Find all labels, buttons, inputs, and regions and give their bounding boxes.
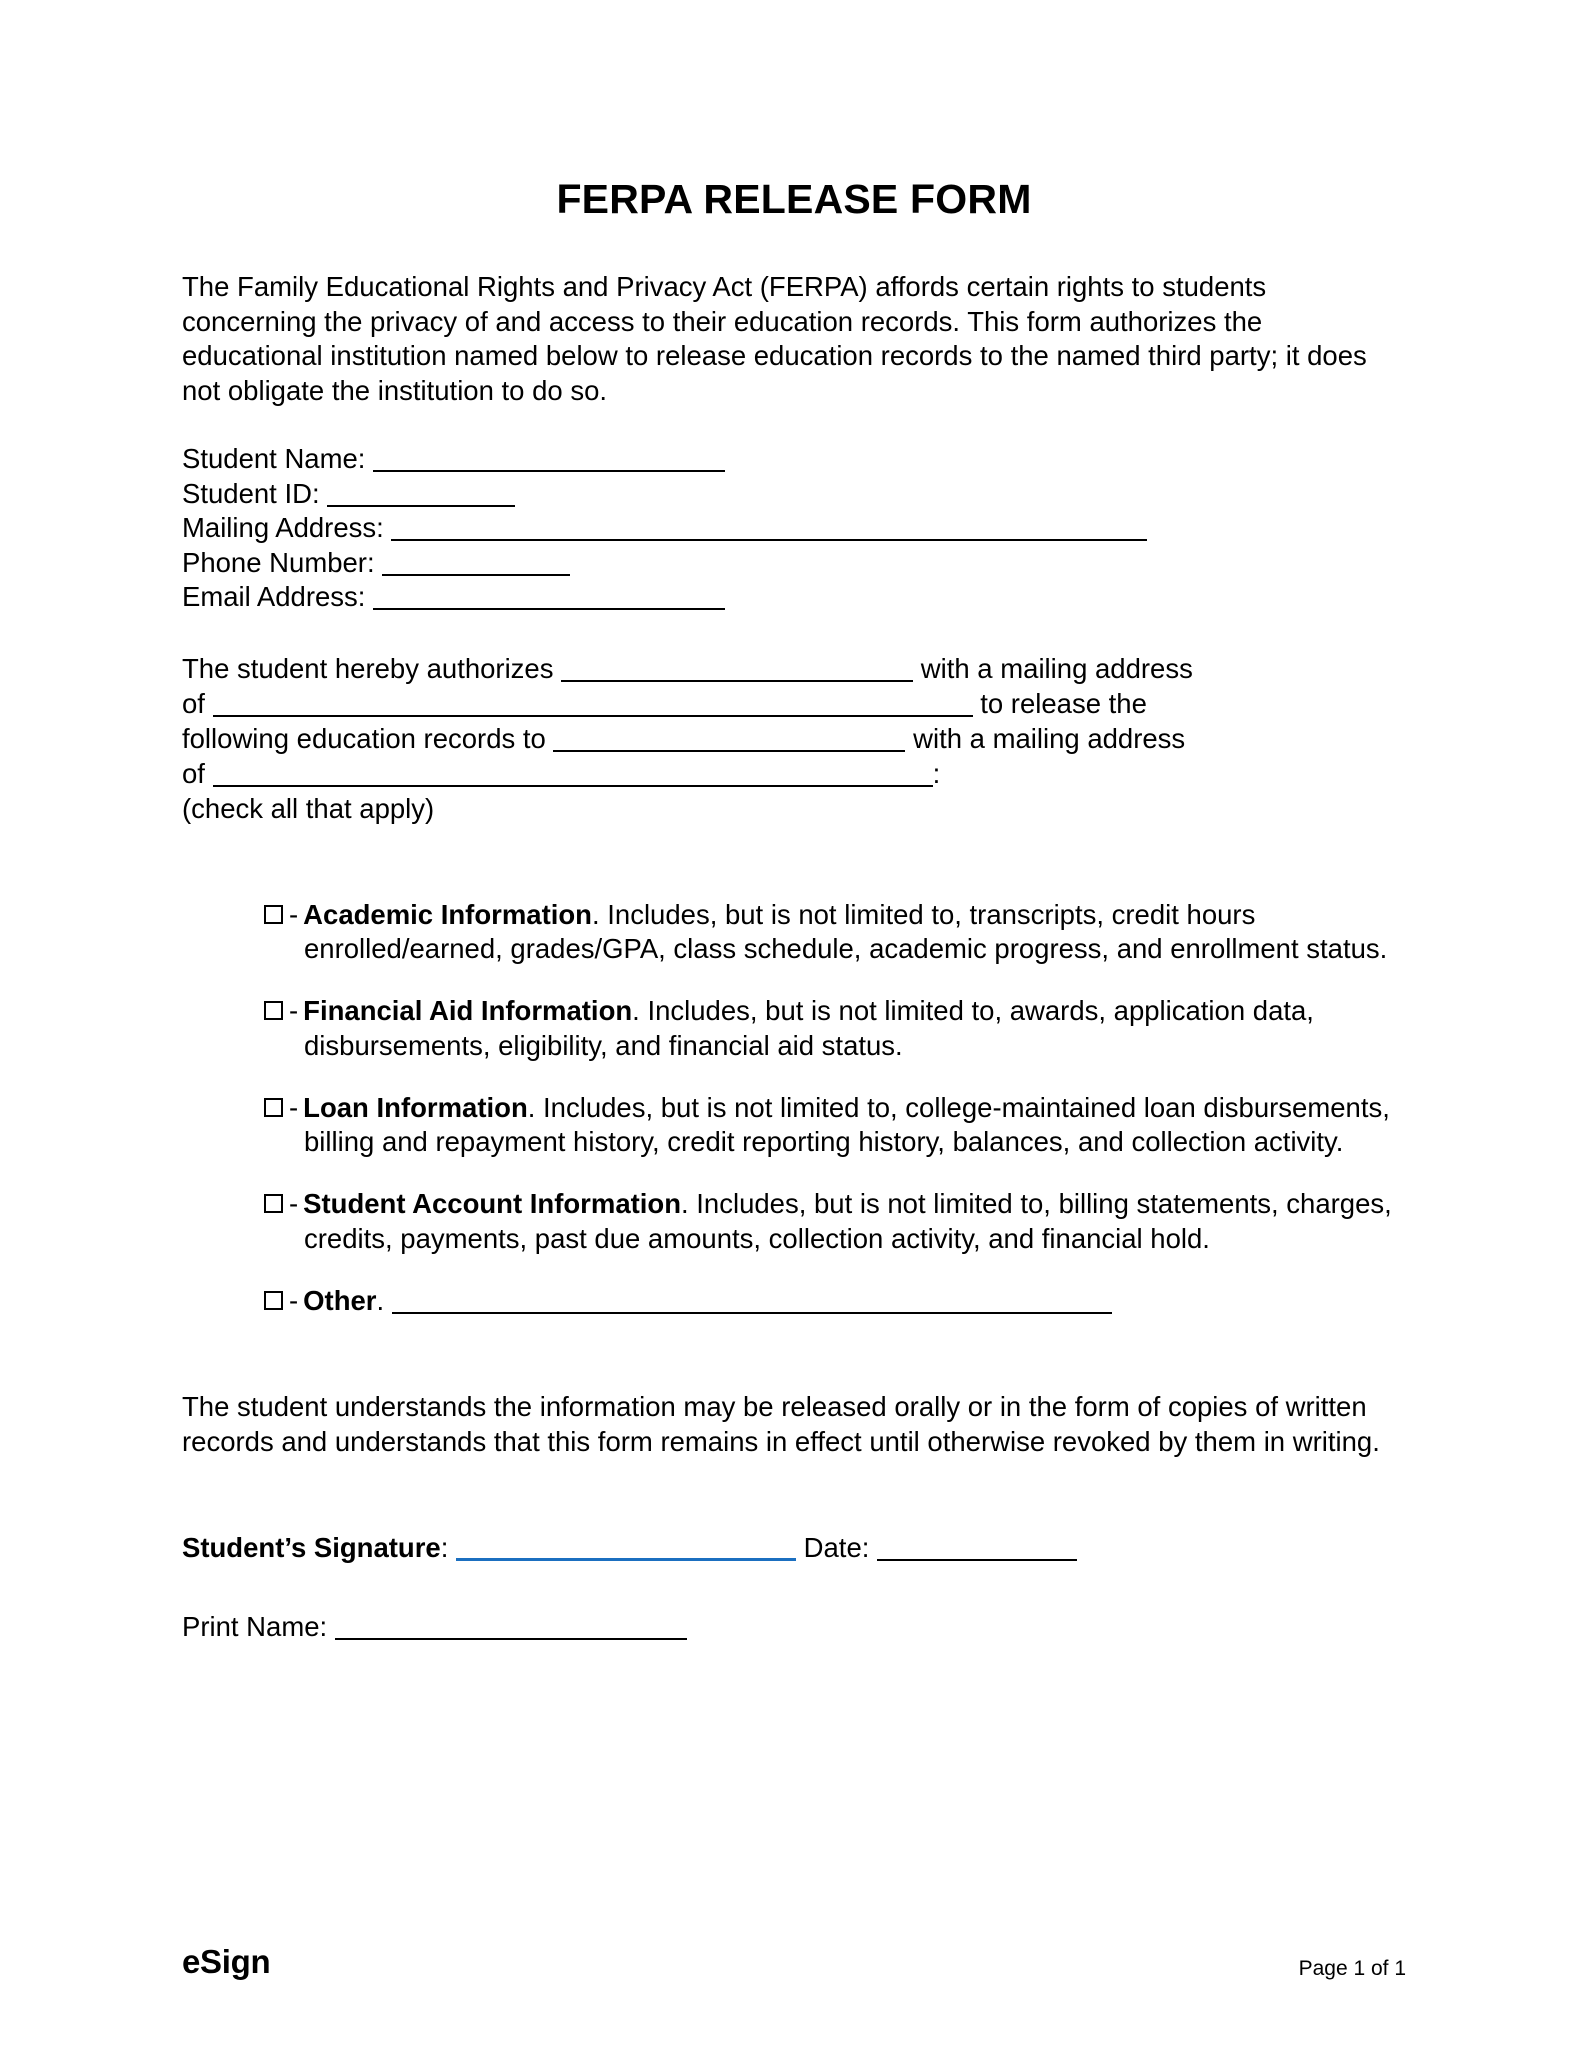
field-row-student-name [182, 442, 1406, 477]
signature-label: Student’s Signature [182, 1532, 441, 1564]
authorization-line-4 [182, 756, 1406, 791]
dash-financial-aid: - [289, 995, 299, 1027]
auth-text-3: of [182, 687, 205, 719]
auth-text-4: to release the [980, 687, 1147, 719]
description-other: . [376, 1284, 385, 1316]
other-records-input[interactable] [392, 1290, 1112, 1314]
dash-academic: - [289, 898, 299, 930]
page-title: FERPA RELEASE FORM [556, 176, 1032, 222]
field-row-email-address [182, 580, 1406, 615]
field-row-mailing-address [182, 511, 1406, 546]
description-loan-information: . Includes, but is not limited to, college-maintained loan disbursements, billing and repayment history, credit reporting history, balances, and collection activity. [304, 1091, 1390, 1158]
label-academic-information: Academic Information [303, 898, 592, 930]
page-number: Page 1 of 1 [1298, 1957, 1406, 1980]
signature-input[interactable] [456, 1536, 796, 1561]
student-id-input[interactable] [327, 483, 515, 507]
list-item-other[interactable] [264, 1284, 1406, 1319]
mailing-address-input[interactable] [391, 517, 1147, 541]
record-types-list [182, 898, 1406, 1319]
list-item-student-account-information[interactable] [264, 1187, 1406, 1256]
authorizing-party-input[interactable] [561, 658, 913, 682]
closing-paragraph: The student understands the information may be released orally or in the form of copies of written records and understands that this form remains in effect until otherwise revoked by them in writing. [182, 1391, 1380, 1457]
mailing-address-label: Mailing Address: [182, 512, 384, 544]
checkbox-academic-information[interactable] [264, 905, 283, 924]
auth-text-2: with a mailing address [920, 652, 1193, 684]
phone-number-input[interactable] [382, 552, 570, 576]
auth-text-7: of [182, 757, 205, 789]
date-label: Date: [803, 1532, 870, 1564]
authorization-line-1 [182, 651, 1406, 686]
document-content [182, 0, 1406, 2048]
label-loan-information: Loan Information [303, 1091, 528, 1123]
list-item-academic-information[interactable] [264, 898, 1406, 967]
email-address-input[interactable] [373, 586, 725, 610]
student-id-label: Student ID: [182, 477, 320, 509]
description-financial-aid-information: . Includes, but is not limited to, awards, application data, disbursements, eligibility, and financial aid status. [304, 995, 1314, 1061]
page-footer [182, 1943, 1406, 1981]
auth-text-8: : [932, 757, 941, 789]
signature-colon: : [440, 1532, 449, 1564]
checkbox-loan-information[interactable] [264, 1098, 283, 1117]
authorization-line-2 [182, 686, 1406, 721]
checkbox-financial-aid-information[interactable] [264, 1001, 283, 1020]
print-name-row [182, 1610, 1406, 1645]
description-academic-information: . Includes, but is not limited to, transcripts, credit hours enrolled/earned, grades/GPA, class schedule, academic progress, and enrollment status. [304, 898, 1388, 965]
dash-loan: - [289, 1091, 299, 1123]
auth-text-1: The student hereby authorizes [182, 652, 554, 684]
esign-logo: eSign [182, 1943, 271, 1980]
list-item-financial-aid-information[interactable] [264, 994, 1406, 1063]
dash-student-account: - [289, 1188, 299, 1220]
phone-number-label: Phone Number: [182, 546, 375, 578]
label-other: Other [303, 1284, 377, 1316]
dash-other: - [289, 1284, 299, 1316]
student-fields-block [182, 442, 1406, 615]
field-row-student-id [182, 477, 1406, 512]
list-item-loan-information[interactable] [264, 1091, 1406, 1160]
print-name-input[interactable] [335, 1616, 687, 1640]
email-address-label: Email Address: [182, 581, 366, 613]
check-all-instruction: (check all that apply) [182, 792, 435, 824]
print-name-label: Print Name: [182, 1610, 328, 1642]
field-row-phone-number [182, 546, 1406, 581]
checkbox-other[interactable] [264, 1291, 283, 1310]
description-student-account-information: . Includes, but is not limited to, billing statements, charges, credits, payments, past due amounts, collection activity, and financial hold. [304, 1188, 1392, 1254]
label-student-account-information: Student Account Information [303, 1188, 682, 1220]
auth-text-5: following education records to [182, 722, 546, 754]
student-name-input[interactable] [373, 448, 725, 472]
label-financial-aid-information: Financial Aid Information [303, 995, 633, 1027]
date-input[interactable] [877, 1537, 1077, 1561]
recipient-party-address-input[interactable] [213, 763, 933, 787]
student-name-label: Student Name: [182, 443, 366, 475]
intro-paragraph: The Family Educational Rights and Privacy Act (FERPA) affords certain rights to students concerning the privacy of and access to their education records. This form authorizes the educational institution named below to release education records to the named third party; it does not obligate the institution to do so. [182, 271, 1367, 406]
authorizing-party-address-input[interactable] [213, 693, 973, 717]
authorization-paragraph [182, 651, 1406, 826]
authorization-line-3 [182, 721, 1406, 756]
checkbox-student-account-information[interactable] [264, 1194, 283, 1213]
signature-row [182, 1531, 1406, 1566]
recipient-party-input[interactable] [553, 728, 905, 752]
auth-text-6: with a mailing address [913, 722, 1186, 754]
